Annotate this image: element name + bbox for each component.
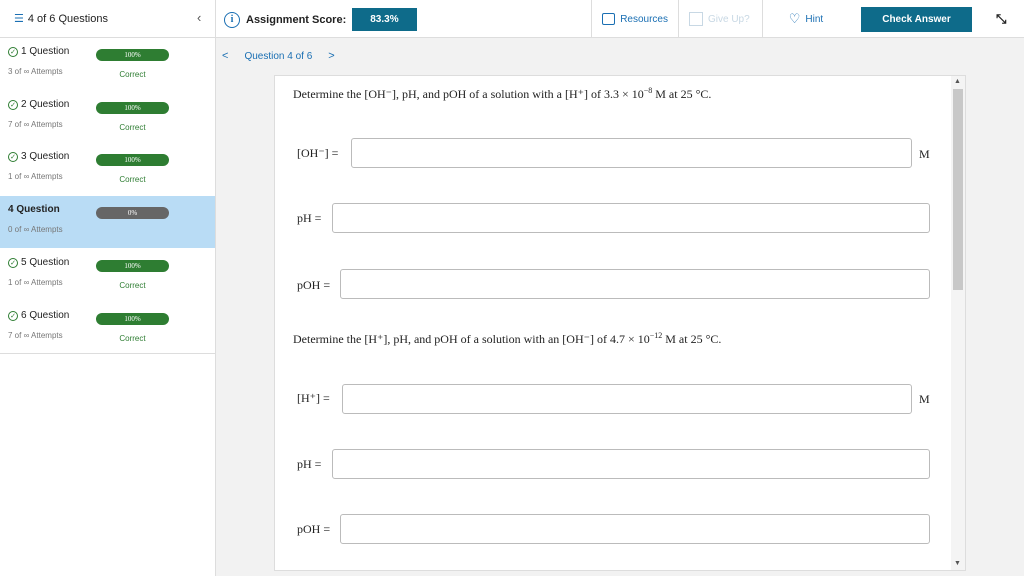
scroll-up-icon[interactable]: ▲ xyxy=(954,78,961,85)
question-title: 4 Question xyxy=(8,204,60,215)
sidebar-item-question-3[interactable] xyxy=(0,143,215,195)
ph-label: pH = xyxy=(297,211,322,225)
sidebar-item-question-4[interactable] xyxy=(0,196,215,248)
question-sidebar xyxy=(0,38,216,576)
poh-label: pOH = xyxy=(297,278,331,292)
top-bar xyxy=(0,0,1024,38)
give-up-icon xyxy=(689,12,703,26)
scrollbar[interactable] xyxy=(951,76,965,570)
sidebar-item-question-6[interactable] xyxy=(0,302,215,354)
lightbulb-icon: ♡ xyxy=(788,11,801,26)
status-text: Correct xyxy=(119,123,146,132)
hydroxide-label: [OH⁻] = xyxy=(297,146,339,160)
check-icon: ✓ xyxy=(8,152,18,162)
collapse-sidebar-icon[interactable]: ‹ xyxy=(197,10,202,25)
hydroxide-answer-input[interactable] xyxy=(351,138,912,168)
main-content xyxy=(216,38,1024,576)
unit-label: M xyxy=(919,392,930,406)
collapse-view-icon[interactable]: ⤡ xyxy=(996,11,1007,26)
attempts-text: 1 of ∞ Attempts xyxy=(8,172,63,181)
progress-bar: 100% xyxy=(96,154,169,166)
poh-answer-input[interactable] xyxy=(340,269,930,299)
question-list-toggle[interactable] xyxy=(14,12,108,25)
scrollbar-thumb[interactable] xyxy=(953,89,963,290)
attempts-text: 3 of ∞ Attempts xyxy=(8,67,63,76)
check-answer-button[interactable]: Check Answer xyxy=(861,7,972,32)
hydrogen-answer-input[interactable] xyxy=(342,384,912,414)
attempts-text: 7 of ∞ Attempts xyxy=(8,331,63,340)
question-nav-label: Question 4 of 6 xyxy=(244,50,313,62)
poh-answer-input[interactable] xyxy=(340,514,930,544)
sidebar-item-question-5[interactable] xyxy=(0,249,215,301)
attempts-text: 7 of ∞ Attempts xyxy=(8,120,63,129)
resources-label: Resources xyxy=(620,13,668,25)
info-icon[interactable]: i xyxy=(224,12,240,28)
problem-statement-2: Determine the [H⁺], pH, and pOH of a solution with an [OH⁻] of $4.7 \times 10^{-12}$ M at 25 °C. xyxy=(293,331,722,346)
question-title: ✓ 5 Question xyxy=(8,257,69,268)
score-badge: 83.3% xyxy=(352,8,416,31)
scroll-down-icon[interactable]: ▼ xyxy=(954,560,961,567)
attempts-text: 0 of ∞ Attempts xyxy=(8,225,63,234)
poh-label: pOH = xyxy=(297,522,331,536)
question-panel xyxy=(274,75,966,571)
next-question-icon[interactable]: > xyxy=(328,50,335,62)
ph-answer-input[interactable] xyxy=(332,203,930,233)
hint-label: Hint xyxy=(805,13,824,25)
question-title: ✓ 1 Question xyxy=(8,46,69,57)
list-icon: ☰ xyxy=(14,13,24,25)
check-icon: ✓ xyxy=(8,100,18,110)
unit-label: M xyxy=(919,147,930,161)
question-title: ✓ 2 Question xyxy=(8,99,69,110)
progress-bar: 100% xyxy=(96,102,169,114)
give-up-button[interactable] xyxy=(678,0,762,38)
hint-button[interactable] xyxy=(762,0,849,38)
resources-button[interactable] xyxy=(591,0,678,38)
progress-bar: 0% xyxy=(96,207,169,219)
status-text: Correct xyxy=(119,175,146,184)
attempts-text: 1 of ∞ Attempts xyxy=(8,278,63,287)
question-count-label: 4 of 6 Questions xyxy=(27,12,108,25)
sidebar-item-question-1[interactable] xyxy=(0,38,215,90)
folder-icon xyxy=(602,13,615,25)
status-text: Correct xyxy=(119,70,146,79)
score-label: Assignment Score: xyxy=(246,13,347,26)
ph-answer-input[interactable] xyxy=(332,449,930,479)
status-text: Correct xyxy=(119,281,146,290)
progress-bar: 100% xyxy=(96,313,169,325)
hydrogen-label: [H⁺] = xyxy=(297,391,330,405)
assignment-score xyxy=(224,8,417,31)
progress-bar: 100% xyxy=(96,260,169,272)
question-title: ✓ 3 Question xyxy=(8,151,69,162)
question-nav xyxy=(222,50,335,62)
give-up-label: Give Up? xyxy=(708,13,750,25)
status-text: Correct xyxy=(119,334,146,343)
check-icon: ✓ xyxy=(8,47,18,57)
ph-label: pH = xyxy=(297,457,322,471)
question-title: ✓ 6 Question xyxy=(8,310,69,321)
check-icon: ✓ xyxy=(8,258,18,268)
progress-bar: 100% xyxy=(96,49,169,61)
question-list-header xyxy=(0,0,216,38)
check-icon: ✓ xyxy=(8,311,18,321)
problem-statement-1: Determine the [OH⁻], pH, and pOH of a solution with a [H⁺] of $3.3 \times 10^{-8}$ M at 25 °C. xyxy=(293,86,712,101)
previous-question-icon[interactable]: < xyxy=(222,50,229,62)
sidebar-item-question-2[interactable] xyxy=(0,91,215,143)
